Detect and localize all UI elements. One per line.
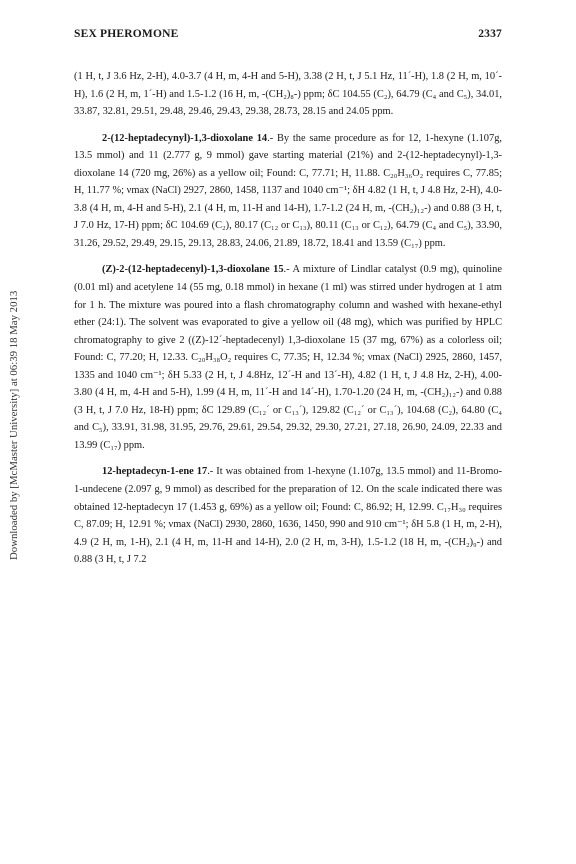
paragraph-text: .- It was obtained from 1-hexyne (1.107g, 13.5 mmol) and 11-Bromo-1-undecene (2.097 g, 9 mmol) as described for the preparation of 12. On the scale indicated there was obtained 12-heptadecyn 17 (1.453 g, 69%) as a yellow oil; Found: C, 86.92; H, 12.99. C₁₇H₃₀ requires C, 87.09; H, 12.91 %; νmax (NaCl) 2930, 2860, 1636, 1450, 990 and 910 cm⁻¹; δH 5.8 (1 H, m, 2-H), 4.9 (2 H, m, 1-H), 2.1 (4 H, m, 11-H and 14-H), 2.0 (2 H, m, 3-H), 1.5-1.2 (18 H, m, -(CH₂)₉-) and 0.88 (3 H, t, J 7.2 (74, 466, 502, 566)
compound-17-paragraph (74, 463, 502, 568)
paragraph-text: (1 H, t, J 3.6 Hz, 2-H), 4.0-3.7 (4 H, m, 4-H and 5-H), 3.38 (2 H, t, J 5.1 Hz, 11´-H), 1.8 (2 H, m, 10´-H), 1.6 (2 H, m, 1´-H) and 1.5-1.2 (16 H, m, -(CH₂)₈-) ppm; δC 104.55 (C₂), 64.79 (C₄ and C₅), 34.01, 33.87, 32.81, 29.51, 29.48, 29.46, 29.43, 29.38, 28.73, 28.15 and 24.05 ppm. (74, 71, 502, 118)
article-body (74, 68, 502, 578)
compound-heading: 2-(12-heptadecynyl)-1,3-dioxolane 14 (102, 132, 268, 144)
compound-15-paragraph (74, 261, 502, 454)
continued-paragraph (74, 68, 502, 121)
compound-14-paragraph (74, 130, 502, 253)
download-note: Downloaded by [McMaster University] at 06:39 18 May 2013 (8, 290, 20, 560)
running-title: SEX PHEROMONE (74, 28, 179, 40)
page-number: 2337 (478, 28, 502, 40)
paragraph-text: .- A mixture of Lindlar catalyst (0.9 mg), quinoline (0.01 ml) and acetylene 14 (55 mg, 0.18 mmol) in hexane (1 ml) was stirred under hydrogen at 1 atm for 1 h. The mixture was poured into a flash chromatography column and washed with hexane-ethyl ether (24:1). The solvent was evaporated to give a yellow oil (48 mg), which was purified by HPLC chromatography to give 2 ((Z)-12´-heptadecenyl) 1,3-dioxolane 15 (37 mg, 67%) as a colorless oil; Found: C, 77.20; H, 12.33. C₂₀H₃₈O₂ requires C, 77.35; H, 12.34 %; νmax (NaCl) 2925, 2860, 1457, 1335 and 1040 cm⁻¹; δH 5.33 (2 H, t, J 4.8Hz, 12´-H and 13´-H), 4.82 (1 H, t, J 4.8 Hz, 2-H), 4.00-3.80 (4 H, m, 4-H and 5-H), 1.99 (4 H, m, 11´-H and 14´-H), 1.70-1.20 (24 H, m, -(CH₂)₁₂-) and 0.88 (3 H, t, J 7.0 Hz, 18-H) ppm; δC 129.89 (C₁₂´ or C₁₃´), 129.82 (C₁₂´ or C₁₃´), 104.68 (C₂), 64.80 (C₄ and C₅), 33.91, 31.98, 31.95, 29.76, 29.61, 29.54, 29.32, 29.30, 27.21, 27.18, 26.90, 24.09, 22.33 and 13.99 (C₁₇) ppm. (74, 264, 502, 451)
compound-heading: (Z)-2-(12-heptadecenyl)-1,3-dioxolane 15 (102, 264, 284, 276)
compound-heading: 12-heptadecyn-1-ene 17 (102, 466, 208, 478)
paragraph-text: .- By the same procedure as for 12, 1-hexyne (1.107g, 13.5 mmol) and 11 (2.777 g, 9 mmol) gave starting material (21%) and 2-(12-heptadecynyl)-1,3-dioxolane 14 (720 mg, 26%) as a yellow oil; Found: C, 77.71; H, 11.88. C₂₀H₃₆O₂ requires C, 77.85; H, 11.77 %; νmax (NaCl) 2927, 2860, 1458, 1137 and 1040 cm⁻¹; δH 4.82 (1 H, t, J 4.8 Hz, 2-H), 4.0-3.8 (4 H, m, 4-H and 5-H), 2.1 (4 H, m, 11-H and 14-H), 1.7-1.2 (24 H, m, -(CH₂)₁₂-) and 0.88 (3 H, t, J 7.0 Hz, 17-H) ppm; δC 104.69 (C₂), 80.17 (C₁₂ or C₁₃), 80.11 (C₁₃ or C₁₂), 64.79 (C₄ and C₅), 33.90, 31.26, 29.52, 29.49, 29.15, 29.13, 28.83, 24.06, 21.89, 18.72, 18.41 and 13.59 (C₁₇) ppm. (74, 132, 502, 249)
download-watermark (0, 0, 40, 864)
running-header (74, 28, 502, 44)
